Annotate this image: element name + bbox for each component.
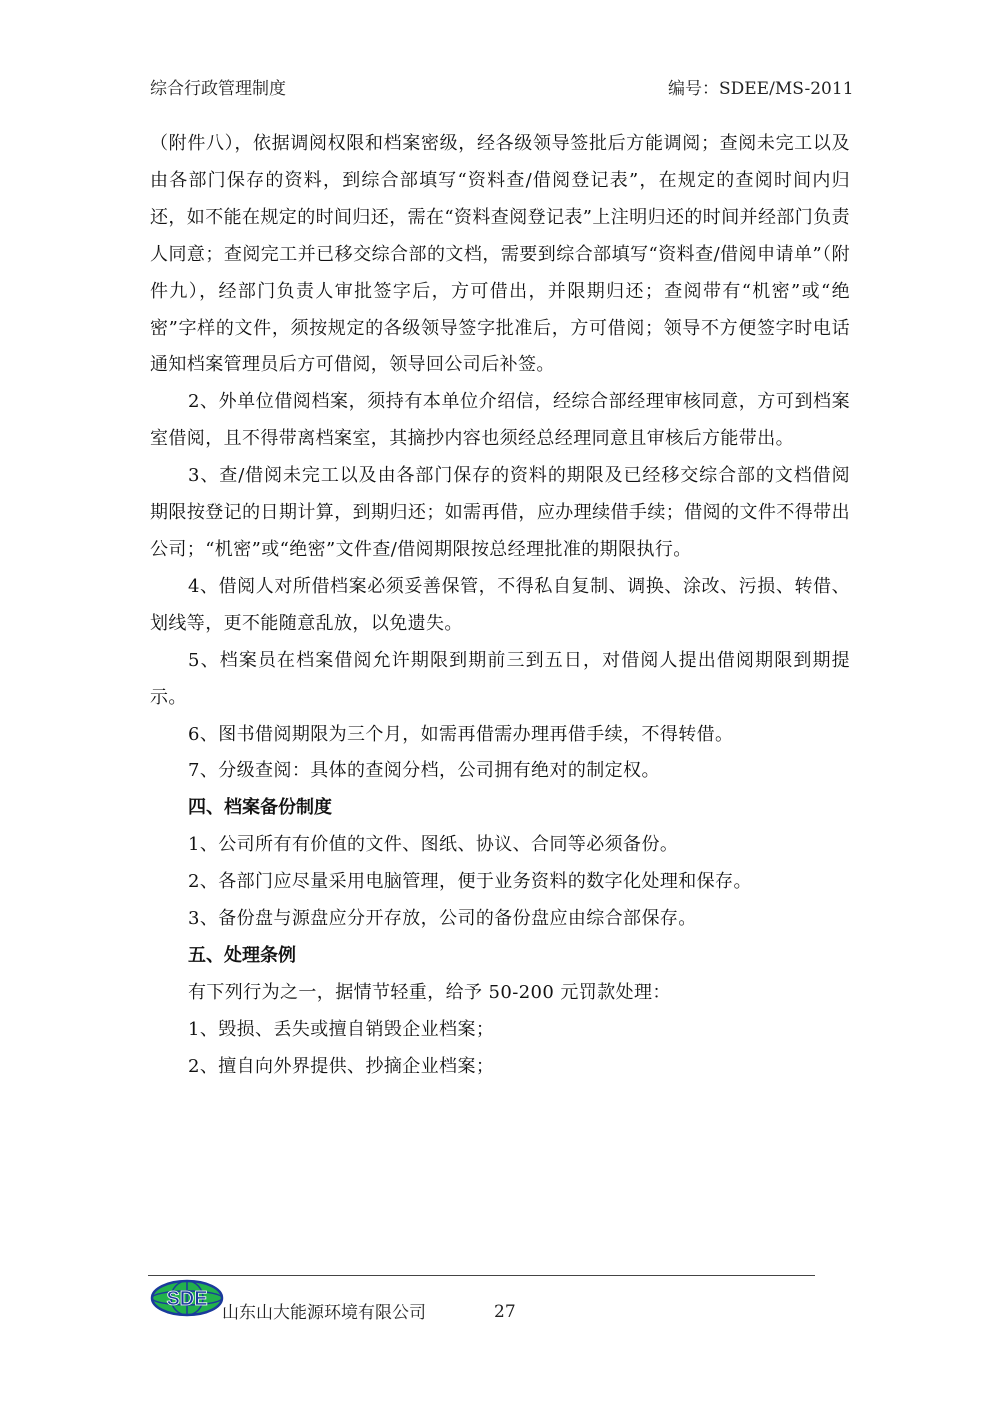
section-heading-4: 四、档案备份制度	[188, 797, 332, 819]
logo-text: SDE	[166, 1288, 208, 1310]
paragraph-3: 3、查/借阅未完工以及由各部门保存的资料的期限及已经移交综合部的文档借阅期限按登记的日期计算，到期归还；如需再借，应办理续借手续；借阅的文件不得带出公司；“机密”或“绝密”文件查/借阅期限按总经理批准的期限执行。	[150, 465, 850, 560]
footer-divider	[148, 1275, 815, 1276]
paragraph-7: 7、分级查阅：具体的查阅分档，公司拥有绝对的制定权。	[188, 760, 660, 782]
company-logo-icon	[150, 1278, 224, 1318]
header-title: 综合行政管理制度	[150, 79, 286, 99]
paragraph-2: 2、外单位借阅档案，须持有本单位介绍信，经综合部经理审核同意，方可到档案室借阅，且不得带离档案室，其摘抄内容也须经总经理同意且审核后方能带出。	[150, 391, 850, 450]
paragraph-continued: （附件八），依据调阅权限和档案密级，经各级领导签批后方能调阅；查阅未完工以及由各部门保存的资料，到综合部填写“资料查/借阅登记表”，在规定的查阅时间内归还，如不能在规定的时间归还，需在“资料查阅登记表”上注明归还的时间并经部门负责人同意；查阅完工并已移交综合部的文档，需要到综合部填写“资料查/借阅申请单”（附件九），经部门负责人审批签字后，方可借出，并限期归还；查阅带有“机密”或“绝密”字样的文件，须按规定的各级领导签字批准后，方可借阅；领导不方便签字时电话通知档案管理员后方可借阅，领导回公司后补签。	[150, 133, 851, 376]
clause-item-1: 1、毁损、丢失或擅自销毁企业档案；	[188, 1018, 495, 1040]
page-body	[150, 126, 850, 1086]
paragraph-6: 6、图书借阅期限为三个月，如需再借需办理再借手续，不得转借。	[188, 723, 734, 745]
section-heading-5: 五、处理条例	[188, 944, 296, 966]
company-name: 山东山大能源环境有限公司	[222, 1303, 426, 1323]
backup-item-1: 1、公司所有有价值的文件、图纸、协议、合同等必须备份。	[188, 834, 679, 856]
backup-item-3: 3、备份盘与源盘应分开存放，公司的备份盘应由综合部保存。	[188, 908, 697, 930]
paragraph-4: 4、借阅人对所借档案必须妥善保管，不得私自复制、调换、涂改、污损、转借、划线等，更不能随意乱放，以免遗失。	[150, 575, 850, 634]
header-doc-number: 编号：SDEE/MS-2011	[668, 79, 854, 99]
paragraph-5: 5、档案员在档案借阅允许期限到期前三到五日，对借阅人提出借阅期限到期提示。	[150, 649, 850, 708]
backup-item-2: 2、各部门应尽量采用电脑管理，便于业务资料的数字化处理和保存。	[188, 871, 752, 893]
page-number: 27	[494, 1302, 516, 1322]
clause-item-2: 2、擅自向外界提供、抄摘企业档案；	[188, 1055, 495, 1077]
clause-intro: 有下列行为之一，据情节轻重，给予 50-200 元罚款处理：	[188, 981, 671, 1003]
